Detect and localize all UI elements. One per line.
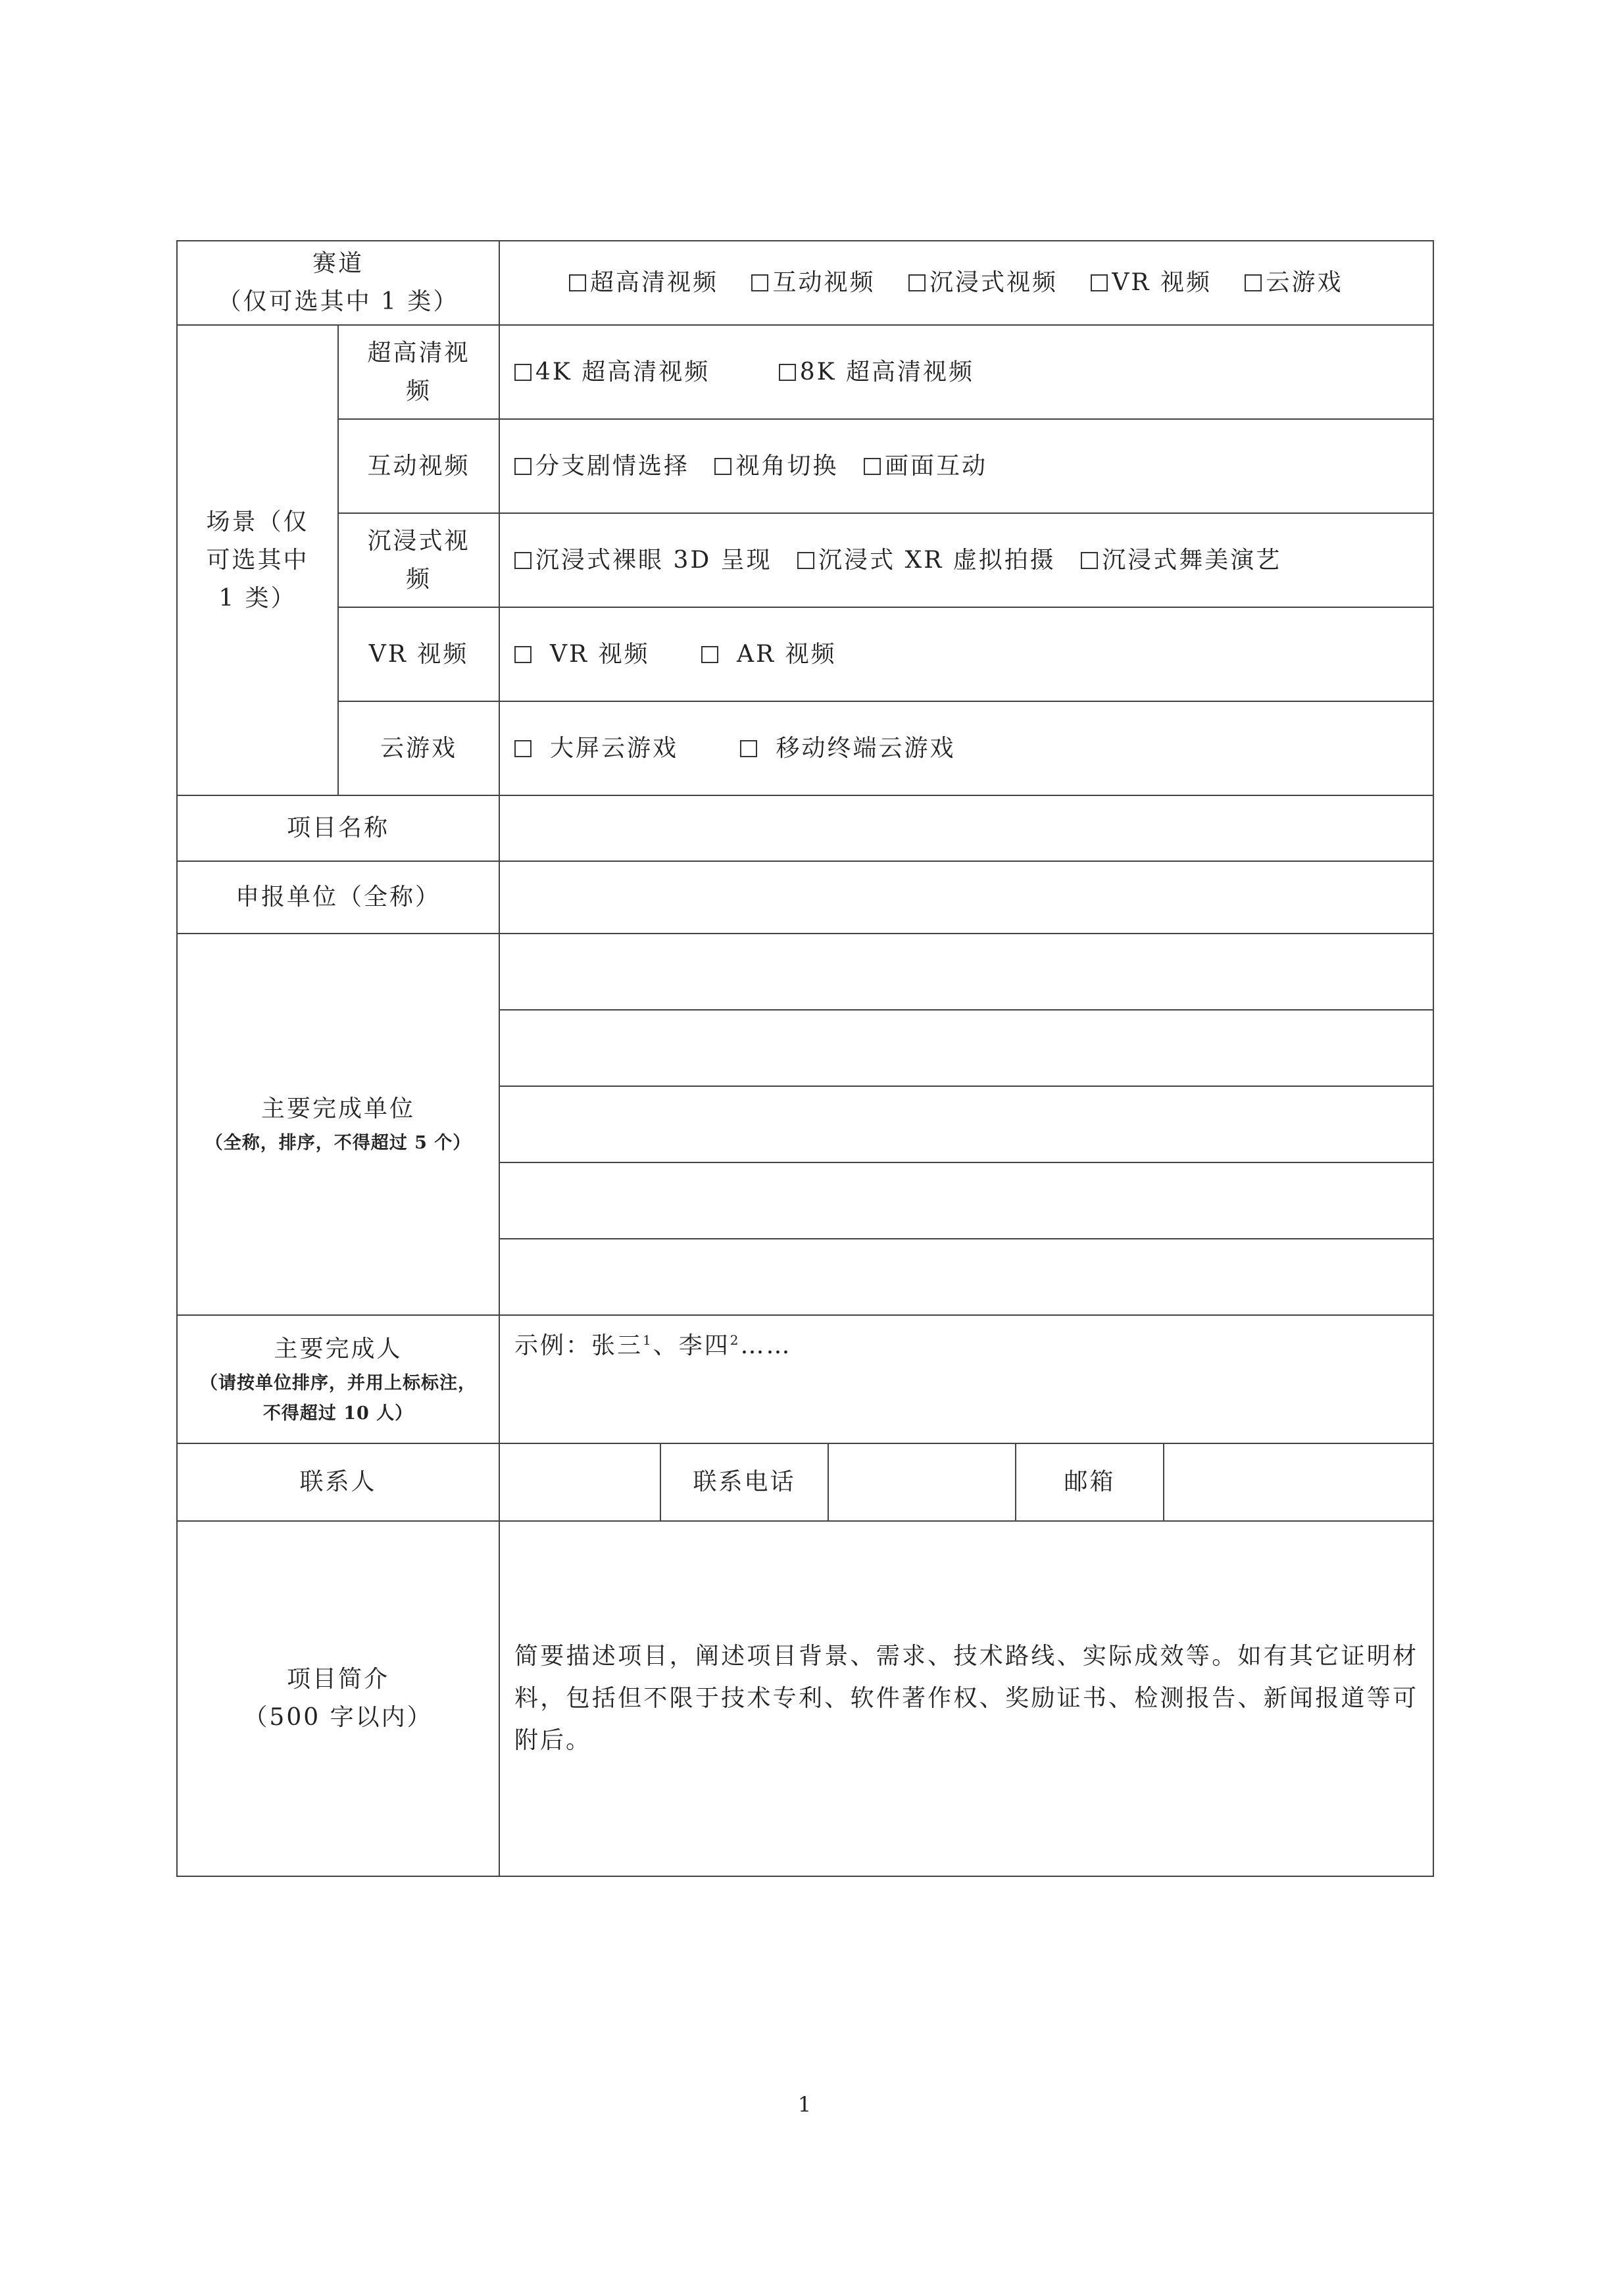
- scene-options-interactive: [499, 419, 1433, 513]
- scene-options-vr: [499, 607, 1433, 701]
- checkbox-icon[interactable]: [864, 458, 881, 475]
- scene-options-immersive: [499, 513, 1433, 607]
- scene-option-view-switch[interactable]: 视角切换: [714, 453, 838, 480]
- scene-group-cloud-game: 云游戏: [338, 701, 499, 795]
- main-units-row: [177, 934, 1433, 1010]
- track-option-interactive[interactable]: 互动视频: [751, 269, 875, 296]
- contact-person-field[interactable]: [499, 1443, 660, 1521]
- checkbox-icon[interactable]: [797, 552, 814, 569]
- example-sep: 、李四: [653, 1332, 730, 1359]
- applicant-row: [177, 861, 1433, 934]
- scene-row-immersive: [177, 513, 1433, 607]
- scene-option-4k[interactable]: 4K 超高清视频: [514, 359, 710, 386]
- scene-option-screen-interaction[interactable]: 画面互动: [864, 453, 987, 480]
- intro-label-cell: [177, 1521, 499, 1876]
- scene-option-stage-performance[interactable]: 沉浸式舞美演艺: [1081, 547, 1281, 574]
- project-name-row: [177, 795, 1433, 861]
- main-unit-field-1[interactable]: [499, 934, 1433, 1010]
- main-units-label-cell: [177, 934, 499, 1315]
- example-ellipsis: ……: [740, 1332, 792, 1359]
- checkbox-icon[interactable]: [514, 458, 532, 475]
- scene-row-vr: [177, 607, 1433, 701]
- scene-option-big-screen-cloud-game[interactable]: 大屏云游戏: [514, 735, 678, 762]
- application-form-table: [176, 240, 1434, 1877]
- scene-row-cloud-game: [177, 701, 1433, 795]
- main-persons-note-2: 不得超过 10 人）: [262, 1403, 414, 1424]
- main-persons-note-1: （请按单位排序，并用上标标注，: [200, 1372, 476, 1393]
- track-option-vr[interactable]: VR 视频: [1091, 269, 1212, 296]
- scene-group-vr: VR 视频: [338, 607, 499, 701]
- applicant-label: 申报单位（全称）: [177, 861, 499, 934]
- checkbox-icon[interactable]: [1091, 274, 1108, 291]
- main-unit-field-3[interactable]: [499, 1086, 1433, 1162]
- main-units-label: 主要完成单位: [261, 1095, 416, 1122]
- track-row: [177, 241, 1433, 325]
- main-unit-field-5[interactable]: [499, 1239, 1433, 1315]
- checkbox-icon[interactable]: [740, 740, 757, 757]
- checkbox-icon[interactable]: [514, 552, 532, 569]
- intro-row: [177, 1521, 1433, 1876]
- checkbox-icon[interactable]: [1081, 552, 1098, 569]
- intro-label: 项目简介: [287, 1666, 390, 1693]
- contact-phone-label: 联系电话: [660, 1443, 828, 1521]
- checkbox-icon[interactable]: [569, 274, 586, 291]
- contact-phone-field[interactable]: [828, 1443, 1016, 1521]
- checkbox-icon[interactable]: [514, 740, 532, 757]
- contact-email-field[interactable]: [1164, 1443, 1433, 1521]
- scene-row-interactive: [177, 419, 1433, 513]
- track-option-cloud-game[interactable]: 云游戏: [1245, 269, 1343, 296]
- contact-row: [177, 1443, 1433, 1521]
- scene-group-uhd: 超高清视频: [338, 325, 499, 419]
- intro-text[interactable]: 简要描述项目，阐述项目背景、需求、技术路线、实际成效等。如有其它证明材料，包括但不限于技术专利、软件著作权、奖励证书、检测报告、新闻报道等可附后。: [499, 1521, 1433, 1876]
- track-options-cell: [499, 241, 1433, 325]
- main-unit-field-4[interactable]: [499, 1162, 1433, 1239]
- checkbox-icon[interactable]: [714, 458, 731, 475]
- example-sup-1: 1: [643, 1332, 653, 1348]
- track-label-cell: [177, 241, 499, 325]
- checkbox-icon[interactable]: [751, 274, 768, 291]
- intro-label-note: （500 字以内）: [243, 1704, 433, 1731]
- main-unit-field-2[interactable]: [499, 1010, 1433, 1086]
- track-option-uhd[interactable]: 超高清视频: [569, 269, 718, 296]
- example-prefix: 示例：张三: [514, 1332, 643, 1359]
- scene-option-xr-virtual-shooting[interactable]: 沉浸式 XR 虚拟拍摄: [797, 547, 1056, 574]
- checkbox-icon[interactable]: [514, 364, 532, 381]
- checkbox-icon[interactable]: [514, 646, 532, 663]
- scene-option-mobile-cloud-game[interactable]: 移动终端云游戏: [740, 735, 955, 762]
- scene-option-branch-plot[interactable]: 分支剧情选择: [514, 453, 689, 480]
- page-number: 1: [797, 2092, 812, 2117]
- track-label: 赛道: [312, 250, 364, 277]
- main-persons-label: 主要完成人: [274, 1335, 403, 1362]
- main-units-note: （全称，排序，不得超过 5 个）: [205, 1133, 472, 1153]
- track-label-note: （仅可选其中 1 类）: [217, 288, 459, 315]
- checkbox-icon[interactable]: [1245, 274, 1262, 291]
- track-option-immersive[interactable]: 沉浸式视频: [908, 269, 1058, 296]
- scene-group-immersive: 沉浸式视频: [338, 513, 499, 607]
- contact-email-label: 邮箱: [1016, 1443, 1164, 1521]
- example-sup-2: 2: [730, 1332, 741, 1348]
- contact-person-label: 联系人: [177, 1443, 499, 1521]
- scene-option-8k[interactable]: 8K 超高清视频: [779, 359, 974, 386]
- checkbox-icon[interactable]: [779, 364, 796, 381]
- main-persons-row: [177, 1315, 1433, 1443]
- checkbox-icon[interactable]: [908, 274, 926, 291]
- project-name-field[interactable]: [499, 795, 1433, 861]
- main-persons-field[interactable]: [499, 1315, 1433, 1443]
- scene-group-interactive: 互动视频: [338, 419, 499, 513]
- applicant-field[interactable]: [499, 861, 1433, 934]
- scene-option-naked-eye-3d[interactable]: 沉浸式裸眼 3D 呈现: [514, 547, 772, 574]
- scene-option-ar-video[interactable]: AR 视频: [701, 641, 837, 668]
- scene-row-uhd: [177, 325, 1433, 419]
- scene-label: 场景（仅可选其中 1 类）: [177, 325, 338, 795]
- scene-option-vr-video[interactable]: VR 视频: [514, 641, 650, 668]
- project-name-label: 项目名称: [177, 795, 499, 861]
- scene-options-uhd: [499, 325, 1433, 419]
- main-persons-label-cell: [177, 1315, 499, 1443]
- checkbox-icon[interactable]: [701, 646, 718, 663]
- scene-options-cloud-game: [499, 701, 1433, 795]
